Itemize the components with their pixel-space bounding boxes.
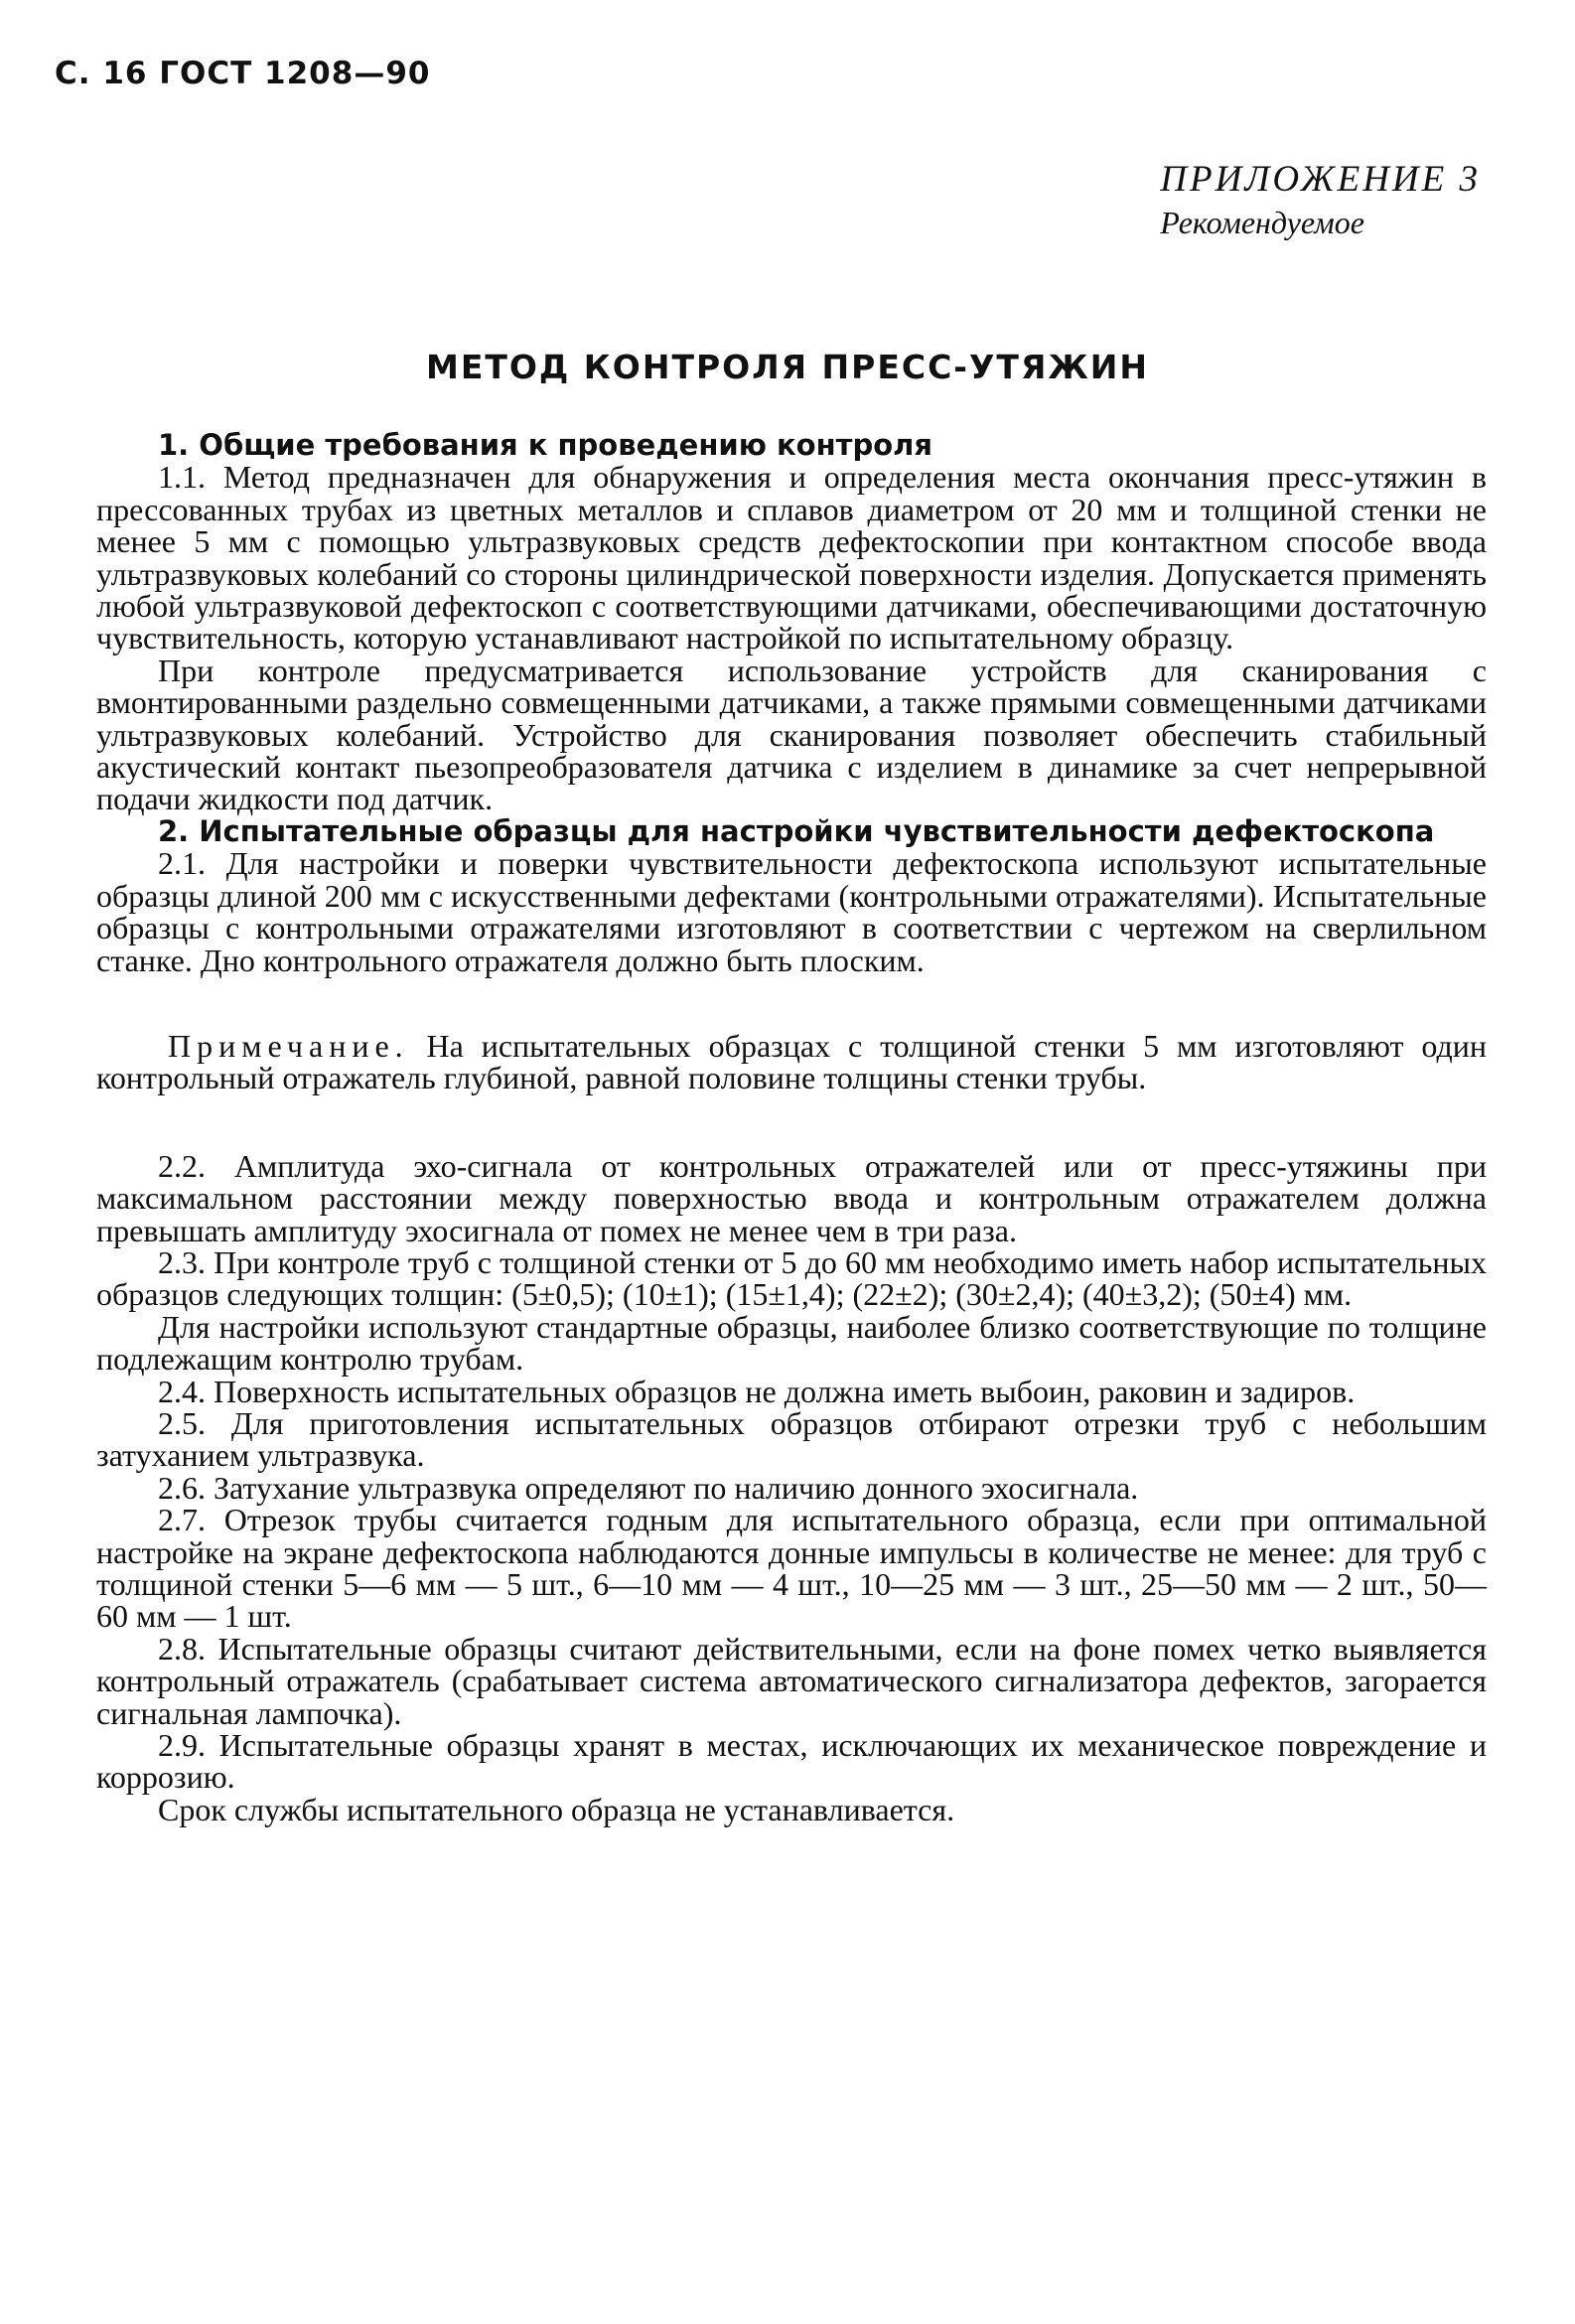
appendix-subtitle: Рекомендуемое [1160, 205, 1364, 240]
appendix-title: ПРИЛОЖЕНИЕ 3 [1160, 159, 1481, 200]
paragraph-2-7: 2.7. Отрезок трубы считается годным для испытательного образца, если при оптимальной настройке на экране дефектоскопа наблюдаются донные импульсы в количестве не менее: для труб с толщиной стенки 5—6 мм — 5 шт., 6—10 мм — 4 шт., 10—25 мм — 3 шт., 25—50 мм — 2 шт., 50—60 мм — 1 шт. [96, 1502, 1487, 1635]
note-paragraph [96, 1027, 1487, 1096]
paragraph-2-6: 2.6. Затухание ультразвука определяют по наличию донного эхосигнала. [158, 1469, 1139, 1506]
section-1-heading: 1. Общие требования к проведению контроля [158, 428, 932, 462]
paragraph-1-1: 1.1. Метод предназначен для обнаружения и определения места окончания пресс-утяжин в прессованных трубах из цветных металлов и сплавов диаметром от 20 мм и толщиной стенки не менее 5 мм с помощью ультразвуковых средств дефектоскопии при контактном способе ввода ультразвуковых колебаний со стороны цилиндрической поверхности изделия. Допускается применять любой ультразвуковой дефектоскоп с соответствующими датчиками, обеспечивающими достаточную чувствительность, которую устанавливают настройкой по испытательному образцу. [96, 459, 1487, 656]
paragraph-2-4: 2.4. Поверхность испытательных образцов не должна иметь выбоин, раковин и задиров. [158, 1373, 1356, 1409]
section-2-heading: 2. Испытательные образцы для настройки чувствительности дефектоскопа [158, 813, 1435, 848]
note-text: На испытательных образцах с толщиной стенки 5 мм изготовляют один контрольный отражатель глубиной, равной половине толщины стенки трубы. [96, 1027, 1487, 1096]
paragraph-2-5: 2.5. Для приготовления испытательных образцов отбирают отрезки труб с небольшим затуханием ультразвука. [96, 1404, 1487, 1474]
note-label: Примечание. [168, 1027, 409, 1064]
document-body [96, 429, 1487, 1825]
paragraph-2-2: 2.2. Амплитуда эхо-сигнала от контрольных отражателей или от пресс-утяжины при максимальном расстоянии между поверхностью ввода и контрольным отражателем должна превышать амплитуду эхосигнала от помех не менее чем в три раза. [96, 1147, 1487, 1248]
paragraph-2-9: 2.9. Испытательные образцы хранят в местах, исключающих их механическое повреждение и коррозию. [96, 1727, 1487, 1796]
paragraph-2-3: 2.3. При контроле труб с толщиной стенки от 5 до 60 мм необходимо иметь набор испытательных образцов следующих толщин: (5±0,5); (10±1); (15±1,4); (22±2); (30±2,4); (40±3,2); (50±4) мм. [96, 1243, 1487, 1313]
paragraph-2-9-continued: Срок службы испытательного образца не устанавливается. [158, 1791, 955, 1827]
page-header: С. 16 ГОСТ 1208—90 [55, 56, 431, 91]
document-title: МЕТОД КОНТРОЛЯ ПРЕСС-УТЯЖИН [425, 348, 1149, 386]
paragraph-1-2: При контроле предусматривается использование устройств для сканирования с вмонтированными раздельно совмещенными датчиками, а также прямыми совмещенными датчиками ультразвуковых колебаний. Устройство для сканирования позволяет обеспечить стабильный акустический контакт пьезопреобразователя датчика с изделием в динамике за счет непрерывной подачи жидкости под датчик. [96, 652, 1487, 817]
appendix-block [1160, 157, 1481, 242]
paragraph-2-8: 2.8. Испытательные образцы считают действительными, если на фоне помех четко выявляется контрольный отражатель (срабатывает система автоматического сигнализатора дефектов, загорается сигнальная лампочка). [96, 1630, 1487, 1731]
paragraph-2-1: 2.1. Для настройки и поверки чувствительности дефектоскопа используют испытательные образцы длиной 200 мм с искусственными дефектами (контрольными отражателями). Испытательные образцы с контрольными отражателями изготовляют в соответствии с чертежом на сверлильном станке. Дно контрольного отражателя должно быть плоским. [96, 845, 1487, 978]
paragraph-2-3-continued: Для настройки используют стандартные образцы, наиболее близко соответствующие по толщине подлежащим контролю трубам. [96, 1308, 1487, 1378]
